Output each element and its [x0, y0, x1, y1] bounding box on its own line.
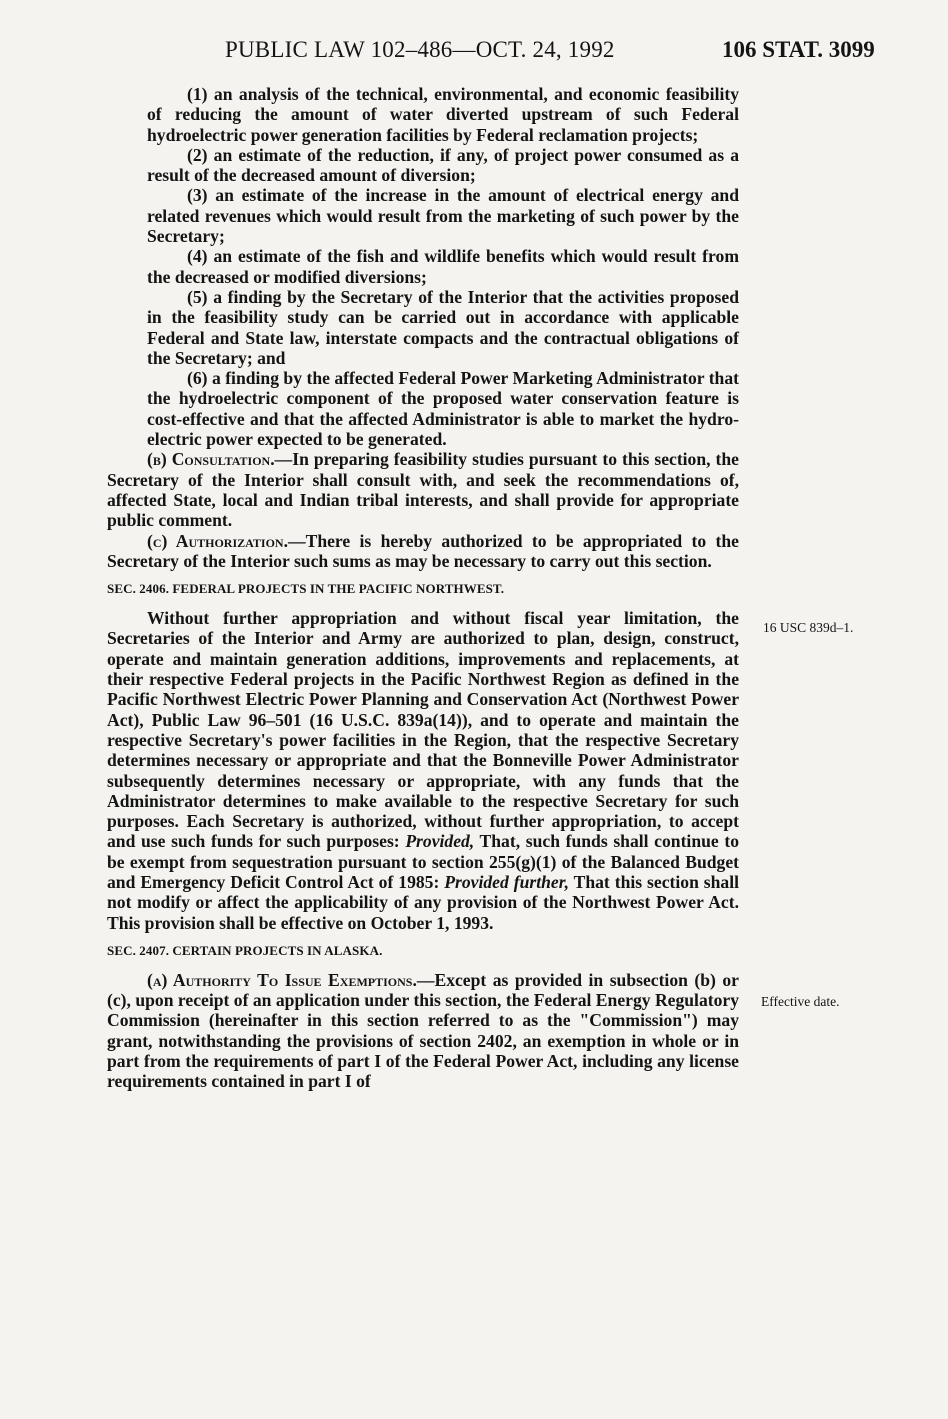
subsection-c-text: —There is hereby authorized to be appropriated to the Secretary of the Interior such sums as may be necessary to carry out this section. — [107, 530, 739, 571]
section-2406-text-b: That, such funds shall continue to be exempt from sequestration pursuant to section 255(g)(1) of the Balanced Budget and Emergency Deficit Control Act of 1985: — [107, 831, 739, 892]
subsection-c-label: (c) Authorization. — [147, 530, 288, 551]
subsection-a-label: (a) Authority To Issue Exemptions. — [147, 969, 417, 990]
subsection-a-text: —Except as provided in subsection (b) or (c), upon receipt of an application under this section, the Federal Energy Regulatory Commission (hereinafter in this section referred to as the "Commission") may grant, notwithstanding the provisions of section 2402, an exemption in whole or in part from the requirements of part I of the Federal Power Act, including any license requirements contained in part I of — [107, 969, 739, 1092]
margin-effective-date: Effective date. — [761, 994, 840, 1009]
section-2407-heading: SEC. 2407. CERTAIN PROJECTS IN ALASKA. — [107, 942, 383, 958]
list-item: (6) a finding by the affected Federal Power Marketing Administrator that the hydroelectric component of the proposed water conservation feature is cost-effective and that the affected Administrator is able to market the hydro-electric power expected to be generated. — [147, 368, 739, 450]
provided-further-term: Provided further, — [444, 871, 569, 892]
subsection-b — [107, 449, 739, 530]
list-item: (5) a finding by the Secretary of the Interior that the activities proposed in the feasibility study can be carried out in accordance with applicable Federal and State law, interstate compacts and the contractual obligations of the Secretary; and — [147, 286, 739, 368]
subsection-c — [107, 531, 739, 572]
provided-term: Provided, — [405, 831, 475, 852]
section-2406-text-a: Without further appropriation and without fiscal year limitation, the Secretaries of the Interior and Army are authorized to plan, design, construct, operate and maintain generation additions, improvements and replacements, at their respective Federal projects in the Pacific Northwest Region as defined in the Pacific Northwest Electric Power Planning and Conservation Act (Northwest Power Act), Public Law 96–501 (16 U.S.C. 839a(14)), and to operate and maintain the respective Secretary's power facilities in the Region, that the respective Secretary determines necessary or appropriate and that the Bonneville Power Administrator subsequently determines necessary or appropriate, with any funds that the Administrator determines to make available to the respective Secretary for such purposes. Each Secretary is authorized, without further appropriation, to accept and use such funds for such purposes: — [107, 608, 739, 852]
body-text — [107, 84, 739, 1092]
margin-citation: 16 USC 839d–1. — [763, 620, 854, 635]
section-2406-heading: SEC. 2406. FEDERAL PROJECTS IN THE PACIFIC NORTHWEST. — [107, 581, 505, 597]
running-title: PUBLIC LAW 102–486—OCT. 24, 1992 — [225, 37, 615, 62]
section-2406-body — [107, 608, 739, 933]
subsection-b-text: —In preparing feasibility studies pursuant to this section, the Secretary of the Interior shall consult with, and seek the recommendations of, affected State, local and Indian tribal interests, and shall provide for appropriate public comment. — [107, 449, 739, 531]
list-item: (2) an estimate of the reduction, if any, of project power consumed as a result of the decreased amount of diversion; — [147, 144, 739, 186]
section-2406-text-c: That this section shall not modify or affect the applicability of any provision of the Northwest Power Act. This provision shall be effective on October 1, 1993. — [107, 871, 740, 933]
section-2407-body — [107, 970, 739, 1092]
list-item: (3) an estimate of the increase in the amount of electrical energy and related revenues which would result from the marketing of such power by the Secretary; — [147, 185, 739, 247]
page-header — [0, 37, 948, 67]
subsection-b-label: (b) Consultation. — [147, 449, 275, 470]
stat-page-number: 106 STAT. 3099 — [722, 37, 875, 62]
list-item: (1) an analysis of the technical, environmental, and economic feasibility of reducing the amount of water diverted upstream of such Federal hydroelectric power generation facilities by Federal reclamation projects; — [147, 84, 739, 145]
list-item: (4) an estimate of the fish and wildlife benefits which would result from the decreased or modified diversions; — [147, 246, 739, 287]
